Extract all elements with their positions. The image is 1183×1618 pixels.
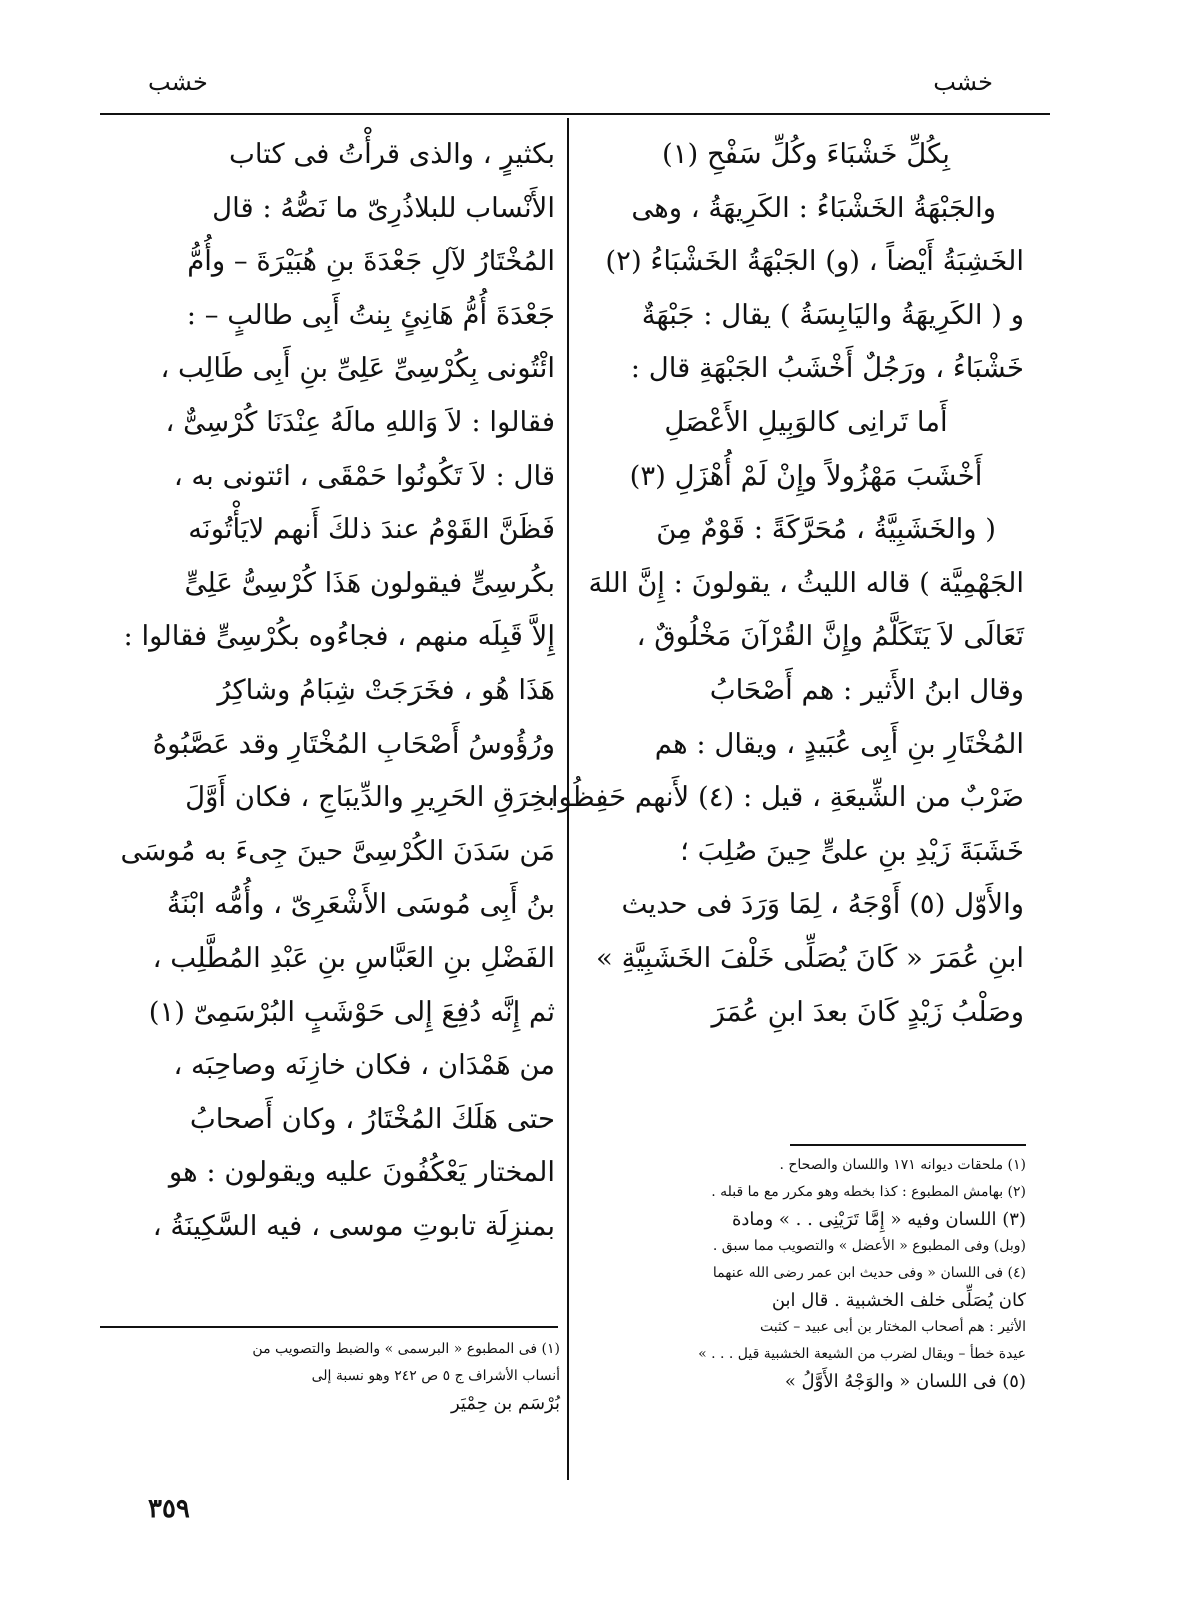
text-line: ابنِ عُمَرَ « كَانَ يُصَلِّى خَلْفَ الخَشَبِيَّةِ » <box>596 941 1024 974</box>
text-line: حتى هَلَكَ المُخْتَارُ ، وكان أَصحابُ <box>189 1102 555 1135</box>
running-head-right: خشب <box>933 68 993 96</box>
text-line: بمنزِلَة تابوتِ موسى ، فيه السَّكِينَةُ ، <box>152 1209 555 1242</box>
text-line: ورُؤُوسُ أَصْحَابِ المُخْتَارِ وقد عَصَّبُوهُ <box>152 727 555 760</box>
text-line: جَعْدَةَ أُمُّ هَانِئٍ بِنتُ أَبِى طالبٍ – : <box>186 298 555 331</box>
text-line: المُخْتَارُ لآلِ جَعْدَةَ بنِ هُبَيْرَةَ – وأُمُّ <box>187 245 555 278</box>
text-line: والجَبْهَةُ الخَشْبَاءُ : الكَرِيهَةُ ، وهى <box>631 191 996 224</box>
footnote: (٤) فى اللسان « وفى حديث ابن عمر رضى الله عنهما <box>712 1265 1026 1281</box>
text-line: الجَهْمِيَّة ) قاله الليثُ ، يقولونَ : إِنَّ اللهَ <box>588 566 1024 599</box>
text-line: ضَرْبٌ من الشِّيعَةِ ، قيل : (٤) لأَنهم حَفِظُوا <box>550 781 1024 814</box>
text-line: إِلاَّ قَبِلَه منهم ، فجاءُوه بكُرْسِىٍّ فقالوا : <box>123 620 555 653</box>
footnote: الأثير : هم أصحاب المختار بن أبى عبيد – كثبت <box>759 1319 1026 1335</box>
text-line: ائْتُونى بِكُرْسِىِّ عَلِىِّ بنِ أَبِى طَالِب ، <box>160 352 555 385</box>
left-column <box>100 128 555 1253</box>
text-line: مَن سَدَنَ الكُرْسِىَّ حينَ جِىءَ به مُوسَى <box>120 834 555 867</box>
text-line: من هَمْدَان ، فكان خازِنَه وصاحِبَه ، <box>173 1049 555 1082</box>
text-line: فَظَنَّ القَوْمُ عندَ ذلكَ أَنهم لايَأْتُونَه <box>188 513 555 546</box>
text-line: ( والخَشَبِيَّةُ ، مُحَرَّكَةً : قَوْمٌ مِنَ <box>656 513 996 546</box>
footnote: (١) ملحقات ديوانه ١٧١ واللسان والصحاح . <box>779 1157 1026 1173</box>
text-line: والأَوّل (٥) أَوْجَهُ ، لِمَا وَرَدَ فى حديث <box>621 888 1024 921</box>
text-line: خَشَبَةَ زَيْدِ بنِ علىٍّ حِينَ صُلِبَ ؛ <box>680 834 1024 867</box>
text-line: بِكُلِّ خَشْبَاءَ وكُلِّ سَفْحِ (١) <box>662 138 950 170</box>
text-line: فقالوا : لاَ وَاللهِ مالَهُ عِنْدَنَا كُرْسِىٌّ ، <box>165 405 555 438</box>
footnote: (٢) بهامش المطبوع : كذا بخطه وهو مكرر مع ما قبله . <box>711 1184 1026 1200</box>
verse-line: أَخْشَبَ مَهْزُولاً وإِنْ لَمْ أُهْزَلِ (٣) <box>629 459 983 492</box>
running-head-left: خشب <box>148 68 208 96</box>
footnote: (٥) فى اللسان « والوَجْهُ الأَوَّلُ » <box>784 1371 1026 1392</box>
verse-line: أَما تَرانِى كالوَبِيلِ الأَعْصَلِ <box>664 405 948 438</box>
footnotes-right <box>586 1152 1026 1395</box>
footnote-rule-right <box>790 1144 1026 1146</box>
header-rule <box>100 113 1050 115</box>
text-line: وصَلْبُ زَيْدٍ كَانَ بعدَ ابنِ عُمَرَ <box>711 995 1024 1028</box>
text-line: ثم إِنَّه دُفِعَ إِلى حَوْشَبٍ البُرْسَمِىّ (١) <box>148 995 555 1028</box>
text-line: و ( الكَرِيهَةُ واليَابِسَةُ ) يقال : جَبْهَةٌ <box>641 298 1024 331</box>
footnote: أنساب الأشراف ج ٥ ص ٢٤٢ وهو نسبة إلى <box>311 1368 560 1384</box>
text-line: بخِرَقِ الحَرِيرِ والدِّيبَاجِ ، فكان أَوَّلَ <box>185 781 555 814</box>
text-line: الخَشِبَةُ أَيْضاً ، (و) الجَبْهَةُ الخَشْبَاءُ (٢) <box>605 245 1024 278</box>
footnote: بُرْسَم بن حِمْيَر <box>450 1393 560 1414</box>
text-line: وقال ابنُ الأَثير : هم أَصْحَابُ <box>709 673 1024 706</box>
text-line: تَعَالَى لاَ يَتَكَلَّمُ وإِنَّ القُرْآنَ مَخْلُوقٌ ، <box>636 620 1024 653</box>
page-number: ٣٥٩ <box>148 1494 190 1524</box>
text-line: خَشْبَاءُ ، ورَجُلٌ أَخْشَبُ الجَبْهَةِ قال : <box>630 352 1024 385</box>
footnote: (٣) اللسان وفيه « إِمَّا تَرَيْنِى . . » ومادة <box>731 1209 1026 1230</box>
text-line: الأَنْساب للبلاذُرِىّ ما نَصُّهُ : قال <box>212 191 555 224</box>
right-column <box>550 128 1024 1039</box>
text-line: قال : لاَ تَكُونُوا حَمْقَى ، ائتونى به ، <box>173 459 555 492</box>
footnote: عيدة خطأ – ويقال لضرب من الشيعة الخشبية قيل . . . » <box>698 1346 1026 1362</box>
text-line: المختار يَعْكُفُونَ عليه ويقولون : هو <box>168 1156 555 1189</box>
footnote: (وبل) وفى المطبوع « الأعضل » والتصويب مما سبق . <box>712 1238 1026 1254</box>
text-line: هَذَا هُو ، فخَرَجَتْ شِبَامُ وشاكِرُ <box>217 673 555 706</box>
text-line: المُخْتَارِ بنِ أَبِى عُبَيدٍ ، ويقال : هم <box>654 727 1024 760</box>
footnote-rule-left <box>100 1326 558 1328</box>
footnote: (١) فى المطبوع « البرسمى » والضبط والتصويب من <box>252 1341 560 1357</box>
footnote: كان يُصَلِّى خلف الخشبية . قال ابن <box>771 1290 1026 1311</box>
footnotes-left <box>100 1336 560 1417</box>
text-line: الفَضْلِ بنِ العَبَّاسِ بنِ عَبْدِ المُطَّلِب ، <box>152 941 555 974</box>
text-line: بنُ أَبِى مُوسَى الأَشْعَرِىّ ، وأُمُّه ابْنَةُ <box>166 888 555 921</box>
text-line: بكثيرٍ ، والذى قرأْتُ فى كتاب <box>228 138 555 170</box>
text-line: بكُرسِىٍّ فيقولون هَذَا كُرْسِىُّ عَلِىٍّ <box>184 566 555 599</box>
